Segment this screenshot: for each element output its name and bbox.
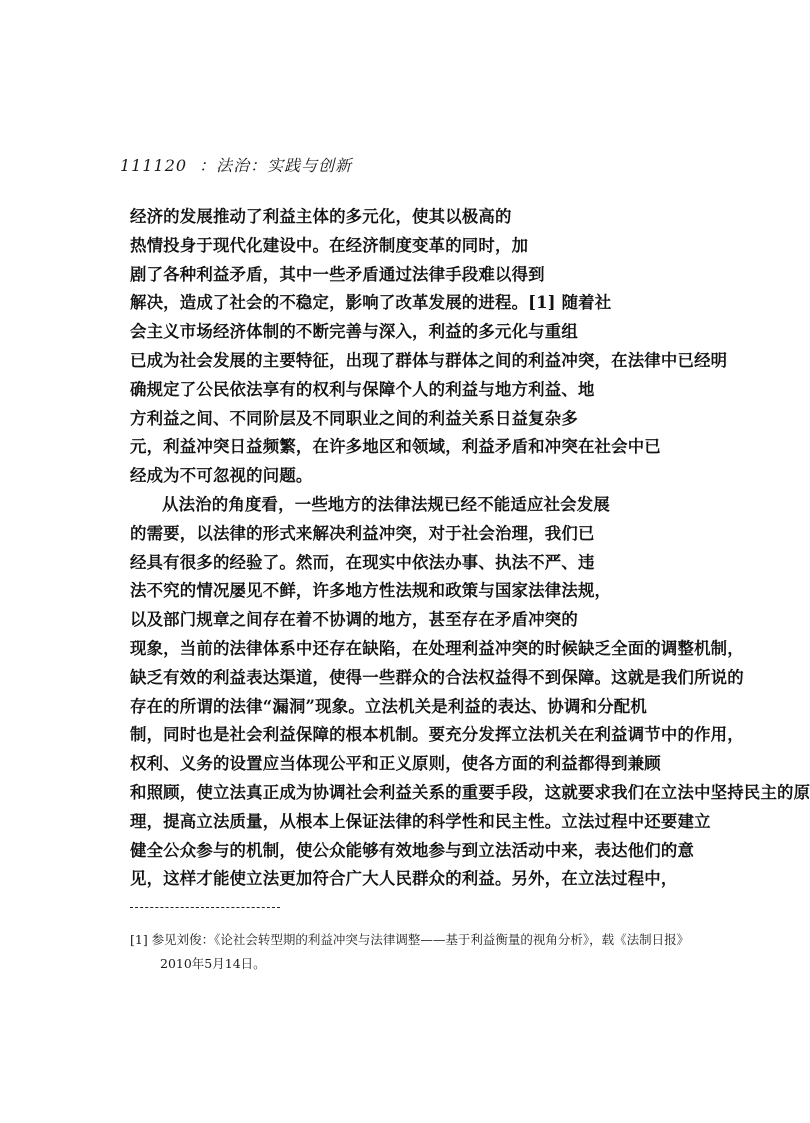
paragraph-line: 剧了各种利益矛盾，其中一些矛盾通过法律手段难以得到 bbox=[130, 264, 545, 284]
paragraph-line: 已成为社会发展的主要特征，出现了群体与群体之间的利益冲突，在法律中已经明 bbox=[130, 350, 728, 370]
paragraph-line: 现象，当前的法律体系中还存在缺陷，在处理利益冲突的时候缺乏全面的调整机制， bbox=[130, 638, 744, 658]
paragraph-line: 权利、义务的设置应当体现公平和正义原则，使各方面的利益都得到兼顾 bbox=[130, 754, 661, 774]
book-title: ：法治：实践与创新 bbox=[199, 156, 353, 175]
paragraph-line: 的需要，以法律的形式来解决利益冲突，对于社会治理，我们已 bbox=[130, 523, 595, 543]
paragraph-line: 解决，造成了社会的不稳定，影响了改革发展的进程。[1] 随着社 bbox=[130, 293, 612, 313]
running-header bbox=[120, 153, 352, 176]
paragraph-line: 缺乏有效的利益表达渠道，使得一些群众的合法权益得不到保障。这就是我们所说的 bbox=[130, 667, 744, 687]
paragraph-line: 元，利益冲突日益频繁，在许多地区和领域，利益矛盾和冲突在社会中已 bbox=[130, 437, 661, 457]
paragraph-line: 方利益之间、不同阶层及不同职业之间的利益关系日益复杂多 bbox=[130, 408, 578, 428]
footnote-divider bbox=[130, 907, 280, 908]
paragraph-line: 确规定了公民依法享有的权利与保障个人的利益与地方利益、地 bbox=[130, 379, 595, 399]
paragraph-line: 法不究的情况屡见不鲜，许多地方性法规和政策与国家法律法规， bbox=[130, 581, 612, 601]
paragraph-line: 经济的发展推动了利益主体的多元化，使其以极高的 bbox=[130, 207, 512, 226]
paragraph-line: 和照顾，使立法真正成为协调社会利益关系的重要手段，这就要求我们在立法中坚持民主的原 bbox=[130, 782, 810, 802]
footnote-line: [1] 参见刘俊：《论社会转型期的利益冲突与法律调整——基于利益衡量的视角分析》，载《法制日报》 bbox=[130, 932, 690, 947]
footnote bbox=[130, 928, 695, 976]
paragraph-line: 以及部门规章之间存在着不协调的地方，甚至存在矛盾冲突的 bbox=[130, 610, 578, 630]
paragraph-line: 理，提高立法质量，从根本上保证法律的科学性和民主性。立法过程中还要建立 bbox=[130, 811, 711, 831]
page-number: 111120 bbox=[120, 156, 188, 175]
paragraph-line: 从法治的角度看，一些地方的法律法规已经不能适应社会发展 bbox=[162, 494, 610, 514]
footnote-line: 2010年5月14日。 bbox=[160, 956, 266, 971]
paragraph-line: 经成为不可忽视的问题。 bbox=[130, 466, 313, 486]
paragraph-line: 存在的所谓的法律“漏洞”现象。立法机关是利益的表达、协调和分配机 bbox=[130, 696, 647, 716]
paragraph-line: 会主义市场经济体制的不断完善与深入，利益的多元化与重组 bbox=[130, 322, 578, 342]
body-text bbox=[130, 203, 810, 894]
paragraph-line: 热情投身于现代化建设中。在经济制度变革的同时，加 bbox=[130, 235, 529, 255]
paragraph-line: 健全公众参与的机制，使公众能够有效地参与到立法活动中来，表达他们的意 bbox=[130, 840, 695, 860]
paragraph-line: 经具有很多的经验了。然而，在现实中依法办事、执法不严、违 bbox=[130, 552, 595, 572]
paragraph-line: 制，同时也是社会利益保障的根本机制。要充分发挥立法机关在利益调节中的作用， bbox=[130, 725, 744, 745]
paragraph-line: 见，这样才能使立法更加符合广大人民群众的利益。另外，在立法过程中， bbox=[130, 869, 678, 889]
